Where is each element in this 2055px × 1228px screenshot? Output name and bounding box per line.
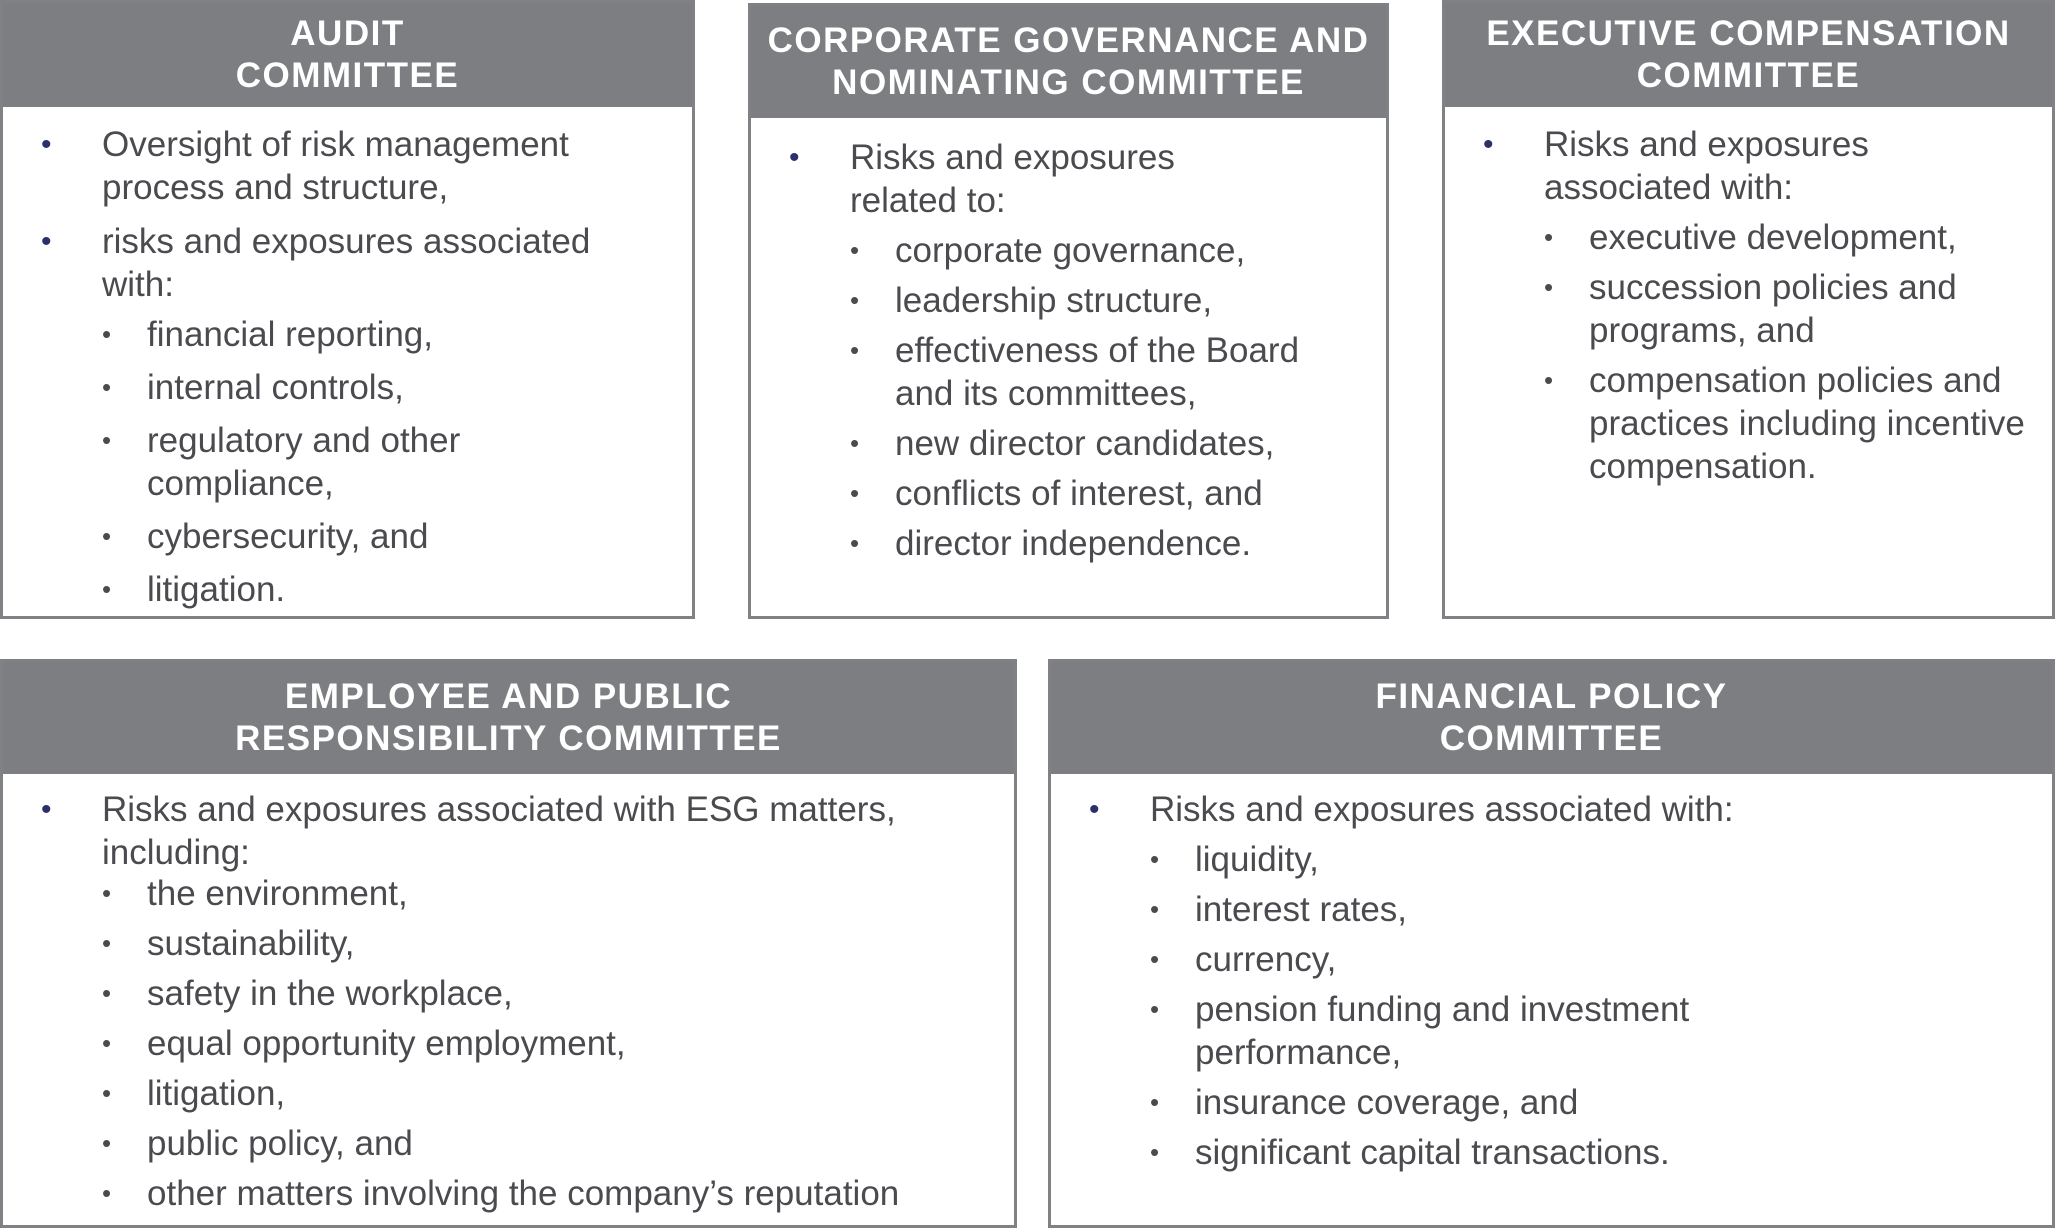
bullet-icon: • [1483, 128, 1494, 161]
list-item: • Risks and exposures related to: [789, 138, 1175, 220]
sub-bullet-icon: • [1150, 1087, 1160, 1117]
sub-bullet-icon: • [850, 285, 860, 315]
sub-list-item: • the environment, [102, 874, 408, 913]
sub-bullet-icon: • [850, 528, 860, 558]
sub-bullet-icon: • [102, 372, 112, 402]
bullet-icon: • [41, 128, 52, 161]
sub-bullet-icon: • [1150, 894, 1160, 924]
bullet-icon: • [789, 141, 800, 174]
list-item: • risks and exposures associated with: • financial reporting, • internal controls, • regulatory and other compliance, • cybersecurity, and • litigation. [3, 220, 633, 611]
sub-list-item: • corporate governance, [850, 231, 1246, 270]
sub-bullet-icon: • [1150, 844, 1160, 874]
sub-bullet-icon: • [850, 235, 860, 265]
governance-committee-box [748, 3, 1389, 619]
audit-committee-title: AUDIT COMMITTEE [3, 3, 692, 107]
sub-list-item: • director independence. [850, 524, 1252, 563]
sub-list-item: • liquidity, [1150, 840, 1319, 879]
bullet-icon: • [1089, 793, 1100, 826]
sub-list-item: • financial reporting, [102, 315, 433, 354]
sub-bullet-icon: • [102, 521, 112, 551]
sub-list-item: • pension funding and investment performance, [1150, 990, 1690, 1072]
sub-list-item: • leadership structure, [850, 281, 1213, 320]
sub-bullet-icon: • [102, 1178, 112, 1208]
sub-bullet-icon: • [102, 574, 112, 604]
sub-bullet-icon: • [102, 1128, 112, 1158]
sub-bullet-icon: • [102, 425, 112, 455]
sub-bullet-icon: • [102, 1028, 112, 1058]
sub-list-item: • regulatory and other compliance, [102, 421, 461, 503]
sub-list-item: • conflicts of interest, and [850, 474, 1263, 513]
sub-bullet-icon: • [102, 1078, 112, 1108]
bullet-icon: • [41, 793, 52, 826]
sub-list-item: • currency, [1150, 940, 1337, 979]
compensation-committee-box [1442, 0, 2055, 619]
list-item: • Risks and exposures associated with: [1089, 790, 1734, 829]
list-item: • Risks and exposures associated with ESG matters, including: [41, 790, 896, 872]
employee-committee-box [0, 659, 1017, 1228]
sub-list-item: • internal controls, [102, 368, 404, 407]
sub-list-item: • significant capital transactions. [1150, 1133, 1670, 1172]
list-item: • Risks and exposures associated with: [1483, 125, 1869, 207]
sub-list-item: • interest rates, [1150, 890, 1408, 929]
sub-list-item: • executive development, [1544, 218, 1957, 257]
sub-bullet-icon: • [1150, 944, 1160, 974]
sub-list-item: • new director candidates, [850, 424, 1275, 463]
sub-bullet-icon: • [1544, 272, 1554, 302]
sub-bullet-icon: • [102, 319, 112, 349]
sub-list-item: • equal opportunity employment, [102, 1024, 626, 1063]
sub-bullet-icon: • [1150, 1137, 1160, 1167]
sub-bullet-icon: • [850, 478, 860, 508]
sub-list-item: • litigation. [102, 570, 286, 609]
governance-committee-title: CORPORATE GOVERNANCE AND NOMINATING COMMITTEE [751, 6, 1386, 118]
sub-list-item: • cybersecurity, and [102, 517, 429, 556]
sub-list-item: • effectiveness of the Board and its committees, [850, 331, 1300, 413]
sub-bullet-icon: • [1544, 365, 1554, 395]
sub-list-item: • litigation, [102, 1074, 286, 1113]
sub-list-item: • safety in the workplace, [102, 974, 513, 1013]
financial-committee-title: FINANCIAL POLICY COMMITTEE [1051, 662, 2052, 774]
audit-committee-box [0, 0, 695, 619]
sub-list-item: • insurance coverage, and [1150, 1083, 1579, 1122]
sub-list-item: • compensation policies and practices including incentive compensation. [1544, 361, 2025, 486]
sub-list-item: • public policy, and [102, 1124, 413, 1163]
employee-committee-title: EMPLOYEE AND PUBLIC RESPONSIBILITY COMMITTEE [3, 662, 1014, 774]
sub-bullet-icon: • [1544, 222, 1554, 252]
bullet-icon: • [41, 225, 52, 258]
list-item: • Oversight of risk management process and structure, [41, 125, 569, 207]
sub-bullet-icon: • [850, 335, 860, 365]
sub-bullet-icon: • [102, 928, 112, 958]
sub-list-item: • sustainability, [102, 924, 355, 963]
sub-list-item: • succession policies and programs, and [1544, 268, 1957, 350]
sub-list-item: • other matters involving the company’s reputation [102, 1174, 900, 1213]
financial-committee-box [1048, 659, 2055, 1228]
sub-bullet-icon: • [1150, 994, 1160, 1024]
sub-bullet-icon: • [102, 978, 112, 1008]
sub-bullet-icon: • [850, 428, 860, 458]
sub-bullet-icon: • [102, 878, 112, 908]
compensation-committee-title: EXECUTIVE COMPENSATION COMMITTEE [1445, 3, 2052, 107]
